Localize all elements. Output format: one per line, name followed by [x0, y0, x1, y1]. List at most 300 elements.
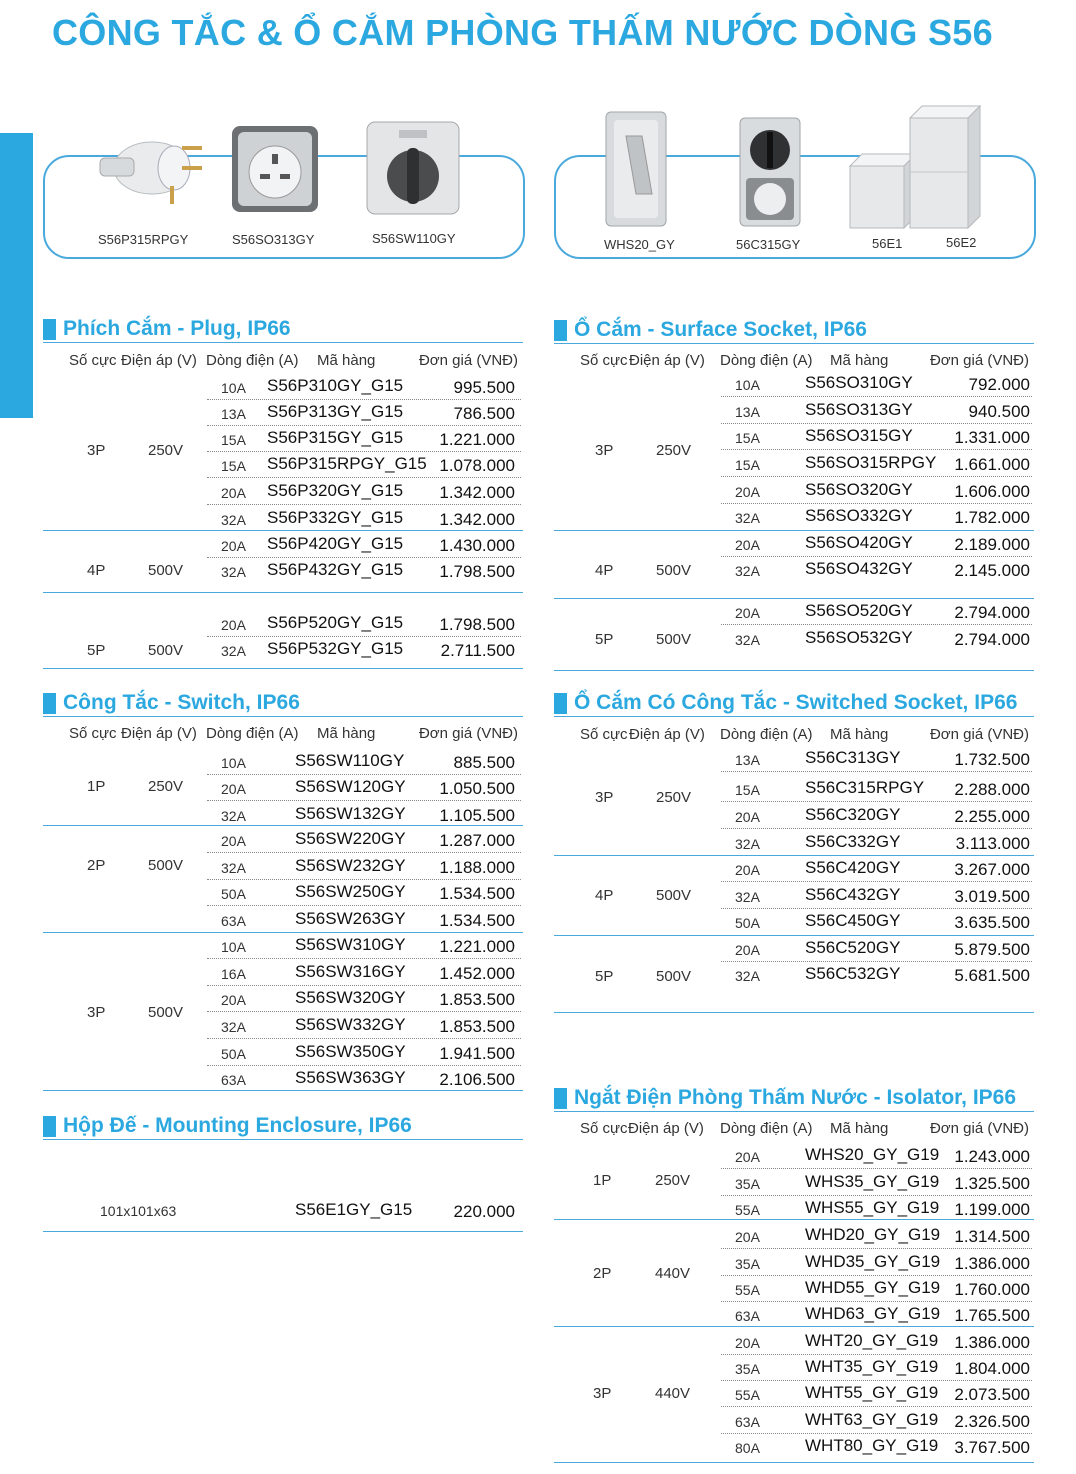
row-current: 20A	[221, 992, 246, 1008]
row-current: 13A	[735, 752, 760, 768]
header-poles: Số cực	[580, 352, 628, 369]
group-separator	[43, 530, 523, 531]
unit-price: 1.661.000	[954, 455, 1030, 474]
row-current: 10A	[735, 377, 760, 393]
unit-price: 1.386.000	[954, 1333, 1030, 1352]
page-title: CÔNG TẮC & Ổ CẮM PHÒNG THẤM NƯỚC DÒNG S56	[52, 12, 993, 53]
product-code: S56P310GY_G15	[267, 376, 404, 395]
unit-price: 1.430.000	[439, 536, 515, 555]
group-voltage: 250V	[148, 442, 184, 459]
unit-price: 1.325.500	[954, 1174, 1030, 1193]
row-divider	[207, 451, 521, 452]
row-current: 10A	[221, 755, 246, 771]
unit-price: 1.243.000	[954, 1147, 1030, 1166]
unit-price: 1.782.000	[954, 508, 1030, 527]
unit-price: 5.879.500	[954, 940, 1030, 959]
row-divider	[721, 1275, 1032, 1276]
row-current: 35A	[735, 1361, 760, 1377]
product-code: WHS35_GY_G19	[805, 1172, 940, 1191]
product-code: S56E1GY_G15	[295, 1200, 413, 1219]
plug-image	[92, 128, 204, 206]
product-code: S56SO320GY	[805, 480, 913, 499]
product-code: S56SW132GY	[295, 804, 406, 823]
row-current: 20A	[221, 485, 246, 501]
group-separator	[43, 1090, 523, 1091]
row-divider	[721, 801, 1032, 802]
unit-price: 2.189.000	[954, 535, 1030, 554]
product-code: S56SO332GY	[805, 506, 913, 525]
row-current: 35A	[735, 1176, 760, 1192]
row-divider	[721, 449, 1032, 450]
unit-price: 5.681.500	[954, 966, 1030, 985]
row-current: 20A	[221, 833, 246, 849]
product-code: S56SW332GY	[295, 1015, 406, 1034]
unit-price: 3.019.500	[954, 887, 1030, 906]
group-separator	[554, 530, 1034, 531]
product-code: S56C313GY	[805, 748, 901, 767]
group-poles: 5P	[595, 631, 614, 648]
row-current: 32A	[221, 860, 246, 876]
product-code: S56SO520GY	[805, 601, 913, 620]
unit-price: 1.534.500	[439, 911, 515, 930]
unit-price: 220.000	[453, 1202, 515, 1221]
row-current: 13A	[221, 406, 246, 422]
row-current: 20A	[735, 942, 760, 958]
product-code: WHT55_GY_G19	[805, 1383, 939, 1402]
row-current: 20A	[221, 617, 246, 633]
group-poles: 3P	[87, 1004, 106, 1021]
unit-price: 2.794.000	[954, 630, 1030, 649]
product-code: WHS55_GY_G19	[805, 1198, 940, 1217]
unit-price: 1.342.000	[439, 483, 515, 502]
header-voltage: Điện áp (V)	[121, 352, 197, 369]
unit-price: 1.331.000	[954, 428, 1030, 447]
section-marker	[43, 319, 56, 340]
product-code: S56P420GY_G15	[267, 534, 404, 553]
group-separator	[43, 932, 523, 933]
group-poles: 4P	[595, 887, 614, 904]
section-underline	[554, 343, 1034, 344]
product-code: WHT80_GY_G19	[805, 1436, 939, 1455]
row-current: 20A	[221, 538, 246, 554]
row-divider	[721, 881, 1032, 882]
unit-price: 1.050.500	[439, 779, 515, 798]
group-separator	[554, 1326, 1034, 1327]
group-voltage: 500V	[148, 857, 184, 874]
header-current: Dòng điện (A)	[206, 725, 299, 742]
group-separator	[554, 1012, 1034, 1013]
product-code: WHS20_GY_G19	[805, 1145, 940, 1164]
row-current: 16A	[221, 966, 246, 982]
product-code: S56P315RPGY_G15	[267, 454, 427, 473]
unit-price: 1.221.000	[439, 430, 515, 449]
row-current: 20A	[735, 605, 760, 621]
row-divider	[207, 879, 521, 880]
row-divider	[721, 1195, 1032, 1196]
section-title: Phích Cắm - Plug, IP66	[63, 317, 291, 340]
unit-price: 3.767.500	[954, 1438, 1030, 1457]
section-title: Hộp Đế - Mounting Enclosure, IP66	[63, 1114, 412, 1137]
group-separator	[554, 935, 1034, 936]
product-code: S56P432GY_G15	[267, 560, 404, 579]
unit-price: 1.386.000	[954, 1254, 1030, 1273]
group-poles: 4P	[87, 562, 106, 579]
header-code: Mã hàng	[830, 352, 889, 369]
row-current: 20A	[735, 862, 760, 878]
row-current: 20A	[221, 781, 246, 797]
product-code: S56SW220GY	[295, 829, 406, 848]
unit-price: 995.500	[453, 378, 515, 397]
header-poles: Số cực	[69, 725, 117, 742]
product-code: S56SW250GY	[295, 882, 406, 901]
row-divider	[207, 800, 521, 801]
unit-price: 1.287.000	[439, 831, 515, 850]
unit-price: 1.188.000	[439, 858, 515, 877]
row-current: 32A	[221, 1019, 246, 1035]
unit-price: 1.606.000	[954, 482, 1030, 501]
isolator-image	[604, 110, 668, 228]
product-code: S56C432GY	[805, 885, 901, 904]
row-current: 50A	[735, 915, 760, 931]
product-code: S56SO315RPGY	[805, 453, 937, 472]
enclosure-56e2-image	[908, 104, 982, 230]
header-current: Dòng điện (A)	[720, 726, 813, 743]
unit-price: 1.452.000	[439, 964, 515, 983]
group-separator	[43, 668, 523, 669]
unit-price: 3.635.500	[954, 913, 1030, 932]
row-current: 10A	[221, 380, 246, 396]
product-code: S56SW232GY	[295, 856, 406, 875]
row-divider	[721, 771, 1032, 772]
row-current: 32A	[221, 512, 246, 528]
product-code: S56P313GY_G15	[267, 402, 404, 421]
switched-socket-image	[738, 116, 802, 228]
side-accent-bar	[0, 133, 33, 418]
row-current: 32A	[221, 808, 246, 824]
product-code: S56SW120GY	[295, 777, 406, 796]
unit-price: 1.798.500	[439, 615, 515, 634]
group-separator	[43, 1231, 523, 1232]
group-voltage: 500V	[656, 631, 692, 648]
product-code: WHT63_GY_G19	[805, 1410, 939, 1429]
unit-price: 1.941.500	[439, 1044, 515, 1063]
header-current: Dòng điện (A)	[206, 352, 299, 369]
row-current: 80A	[735, 1440, 760, 1456]
row-current: 32A	[735, 510, 760, 526]
row-current: 15A	[735, 457, 760, 473]
row-current: 63A	[735, 1414, 760, 1430]
header-code: Mã hàng	[830, 1120, 889, 1137]
product-code: S56SW320GY	[295, 988, 406, 1007]
unit-price: 1.342.000	[439, 510, 515, 529]
group-poles: 2P	[593, 1265, 612, 1282]
group-voltage: 440V	[655, 1385, 691, 1402]
row-divider	[207, 1065, 521, 1066]
row-current: 55A	[735, 1387, 760, 1403]
row-current: 20A	[735, 537, 760, 553]
group-poles: 5P	[595, 968, 614, 985]
enclosure-size: 101x101x63	[100, 1203, 177, 1219]
group-voltage: 500V	[656, 968, 692, 985]
product-caption: WHS20_GY	[604, 237, 675, 252]
row-current: 15A	[735, 430, 760, 446]
switch-image	[365, 120, 461, 216]
product-code: S56C332GY	[805, 832, 901, 851]
section-underline	[43, 716, 523, 717]
section-marker	[554, 1088, 567, 1109]
unit-price: 792.000	[968, 375, 1030, 394]
header-poles: Số cực	[580, 1120, 628, 1137]
unit-price: 2.073.500	[954, 1385, 1030, 1404]
section-title: Công Tắc - Switch, IP66	[63, 691, 300, 714]
row-current: 63A	[221, 913, 246, 929]
row-divider	[207, 774, 521, 775]
product-code: S56P520GY_G15	[267, 613, 404, 632]
product-code: WHD55_GY_G19	[805, 1278, 941, 1297]
product-code: WHT20_GY_G19	[805, 1331, 939, 1350]
row-divider	[721, 624, 1032, 625]
row-current: 32A	[221, 643, 246, 659]
header-voltage: Điện áp (V)	[629, 726, 705, 743]
row-divider	[721, 1354, 1032, 1355]
row-current: 20A	[735, 809, 760, 825]
row-divider	[207, 1038, 521, 1039]
row-divider	[207, 852, 521, 853]
header-code: Mã hàng	[317, 725, 376, 742]
product-code: S56SO313GY	[805, 400, 913, 419]
product-code: S56P320GY_G15	[267, 481, 404, 500]
header-voltage: Điện áp (V)	[121, 725, 197, 742]
row-divider	[721, 476, 1032, 477]
header-current: Dòng điện (A)	[720, 1120, 813, 1137]
row-divider	[207, 985, 521, 986]
unit-price: 2.326.500	[954, 1412, 1030, 1431]
row-current: 10A	[221, 939, 246, 955]
group-poles: 2P	[87, 857, 106, 874]
row-current: 15A	[735, 782, 760, 798]
product-code: S56SO420GY	[805, 533, 913, 552]
unit-price: 1.853.500	[439, 1017, 515, 1036]
product-code: WHD63_GY_G19	[805, 1304, 941, 1323]
product-code: S56C450GY	[805, 911, 901, 930]
section-marker	[554, 693, 567, 714]
row-divider	[207, 504, 521, 505]
row-divider	[721, 828, 1032, 829]
product-code: S56SO432GY	[805, 559, 913, 578]
group-poles: 3P	[595, 789, 614, 806]
row-divider	[207, 905, 521, 906]
row-current: 50A	[221, 1046, 246, 1062]
group-voltage: 250V	[148, 778, 184, 795]
header-current: Dòng điện (A)	[720, 352, 813, 369]
row-divider	[721, 396, 1032, 397]
unit-price: 3.267.000	[954, 860, 1030, 879]
product-code: WHD35_GY_G19	[805, 1252, 941, 1271]
row-divider	[721, 503, 1032, 504]
row-divider	[721, 1380, 1032, 1381]
row-divider	[207, 425, 521, 426]
header-poles: Số cực	[69, 352, 117, 369]
row-divider	[721, 556, 1032, 557]
product-code: S56SW110GY	[295, 751, 405, 770]
row-current: 32A	[735, 836, 760, 852]
row-divider	[721, 908, 1032, 909]
product-code: S56P532GY_G15	[267, 639, 404, 658]
row-current: 15A	[221, 432, 246, 448]
header-code: Mã hàng	[317, 352, 376, 369]
group-voltage: 500V	[148, 1004, 184, 1021]
group-voltage: 250V	[656, 442, 692, 459]
row-current: 32A	[735, 889, 760, 905]
product-code: S56P315GY_G15	[267, 428, 404, 447]
group-separator	[554, 1462, 1034, 1463]
unit-price: 1.804.000	[954, 1359, 1030, 1378]
unit-price: 2.288.000	[954, 780, 1030, 799]
unit-price: 1.853.500	[439, 990, 515, 1009]
unit-price: 1.314.500	[954, 1227, 1030, 1246]
section-title: Ngắt Điện Phòng Thấm Nước - Isolator, IP66	[574, 1086, 1017, 1109]
header-price: Đơn giá (VNĐ)	[418, 725, 518, 742]
row-current: 20A	[735, 1229, 760, 1245]
row-current: 32A	[735, 563, 760, 579]
product-caption: 56C315GY	[736, 237, 801, 252]
row-current: 50A	[221, 886, 246, 902]
header-price: Đơn giá (VNĐ)	[929, 352, 1029, 369]
product-code: S56C420GY	[805, 858, 901, 877]
unit-price: 1.199.000	[954, 1200, 1030, 1219]
group-voltage: 500V	[148, 562, 184, 579]
row-divider	[721, 1433, 1032, 1434]
header-voltage: Điện áp (V)	[629, 352, 705, 369]
section-title: Ổ Cắm - Surface Socket, IP66	[574, 318, 867, 341]
row-current: 20A	[735, 1335, 760, 1351]
row-current: 32A	[221, 564, 246, 580]
row-current: 63A	[221, 1072, 246, 1088]
unit-price: 1.765.500	[954, 1306, 1030, 1325]
group-poles: 5P	[87, 642, 106, 659]
row-current: 63A	[735, 1308, 760, 1324]
socket-image	[230, 124, 320, 214]
row-divider	[721, 1406, 1032, 1407]
row-divider	[721, 1248, 1032, 1249]
row-current: 35A	[735, 1256, 760, 1272]
unit-price: 885.500	[453, 753, 515, 772]
unit-price: 786.500	[453, 404, 515, 423]
product-code: S56SW263GY	[295, 909, 406, 928]
product-code: S56SW363GY	[295, 1068, 406, 1087]
product-code: S56SO532GY	[805, 628, 913, 647]
unit-price: 3.113.000	[955, 834, 1030, 853]
group-voltage: 500V	[656, 562, 692, 579]
group-separator	[554, 855, 1034, 856]
product-code: WHD20_GY_G19	[805, 1225, 941, 1244]
section-underline	[554, 1111, 1034, 1112]
product-code: S56SW316GY	[295, 962, 406, 981]
section-marker	[554, 320, 567, 341]
product-code: S56C532GY	[805, 964, 901, 983]
group-poles: 3P	[593, 1385, 612, 1402]
unit-price: 1.732.500	[954, 750, 1030, 769]
unit-price: 2.794.000	[954, 603, 1030, 622]
product-code: S56SW350GY	[295, 1042, 406, 1061]
row-current: 13A	[735, 404, 760, 420]
group-poles: 3P	[87, 442, 106, 459]
product-code: WHT35_GY_G19	[805, 1357, 939, 1376]
unit-price: 1.105.500	[439, 806, 515, 825]
row-divider	[721, 1168, 1032, 1169]
header-code: Mã hàng	[830, 726, 889, 743]
unit-price: 2.711.500	[440, 641, 515, 660]
group-separator	[43, 592, 523, 593]
row-divider	[207, 557, 521, 558]
group-voltage: 250V	[655, 1172, 691, 1189]
group-poles: 1P	[87, 778, 106, 795]
product-code: S56P332GY_G15	[267, 508, 404, 527]
section-title: Ổ Cắm Có Công Tắc - Switched Socket, IP66	[574, 691, 1018, 714]
product-code: S56C520GY	[805, 938, 901, 957]
product-code: S56SW310GY	[295, 935, 406, 954]
row-divider	[721, 961, 1032, 962]
product-code: S56SO310GY	[805, 373, 913, 392]
product-code: S56C315RPGY	[805, 778, 925, 797]
row-divider	[721, 1301, 1032, 1302]
product-code: S56C320GY	[805, 805, 901, 824]
unit-price: 1.760.000	[954, 1280, 1030, 1299]
row-divider	[207, 1011, 521, 1012]
product-caption: S56P315RPGY	[98, 232, 189, 247]
product-caption: 56E2	[946, 235, 977, 250]
group-voltage: 440V	[655, 1265, 691, 1282]
row-divider	[207, 477, 521, 478]
product-caption: 56E1	[872, 236, 903, 251]
row-current: 32A	[735, 968, 760, 984]
unit-price: 2.255.000	[954, 807, 1030, 826]
row-current: 32A	[735, 632, 760, 648]
row-divider	[207, 958, 521, 959]
unit-price: 1.534.500	[439, 884, 515, 903]
group-separator	[554, 598, 1034, 599]
group-poles: 4P	[595, 562, 614, 579]
group-separator	[554, 670, 1034, 671]
section-underline	[43, 342, 523, 343]
group-separator	[43, 825, 523, 826]
unit-price: 2.145.000	[954, 561, 1030, 580]
header-price: Đơn giá (VNĐ)	[418, 352, 518, 369]
unit-price: 1.078.000	[439, 456, 515, 475]
product-code: S56SO315GY	[805, 426, 913, 445]
section-underline	[43, 1139, 523, 1140]
group-poles: 3P	[595, 442, 614, 459]
header-voltage: Điện áp (V)	[628, 1120, 704, 1137]
unit-price: 940.500	[968, 402, 1030, 421]
row-current: 55A	[735, 1282, 760, 1298]
row-divider	[207, 636, 521, 637]
header-price: Đơn giá (VNĐ)	[929, 726, 1029, 743]
product-caption: S56SO313GY	[232, 232, 315, 247]
group-voltage: 500V	[148, 642, 184, 659]
group-separator	[554, 1219, 1034, 1220]
row-current: 20A	[735, 484, 760, 500]
section-marker	[43, 693, 56, 714]
group-voltage: 250V	[656, 789, 692, 806]
product-caption: S56SW110GY	[372, 231, 456, 246]
section-underline	[554, 716, 1034, 717]
unit-price: 1.798.500	[439, 562, 515, 581]
header-price: Đơn giá (VNĐ)	[929, 1120, 1029, 1137]
row-divider	[721, 423, 1032, 424]
section-marker	[43, 1116, 56, 1137]
unit-price: 2.106.500	[439, 1070, 515, 1089]
